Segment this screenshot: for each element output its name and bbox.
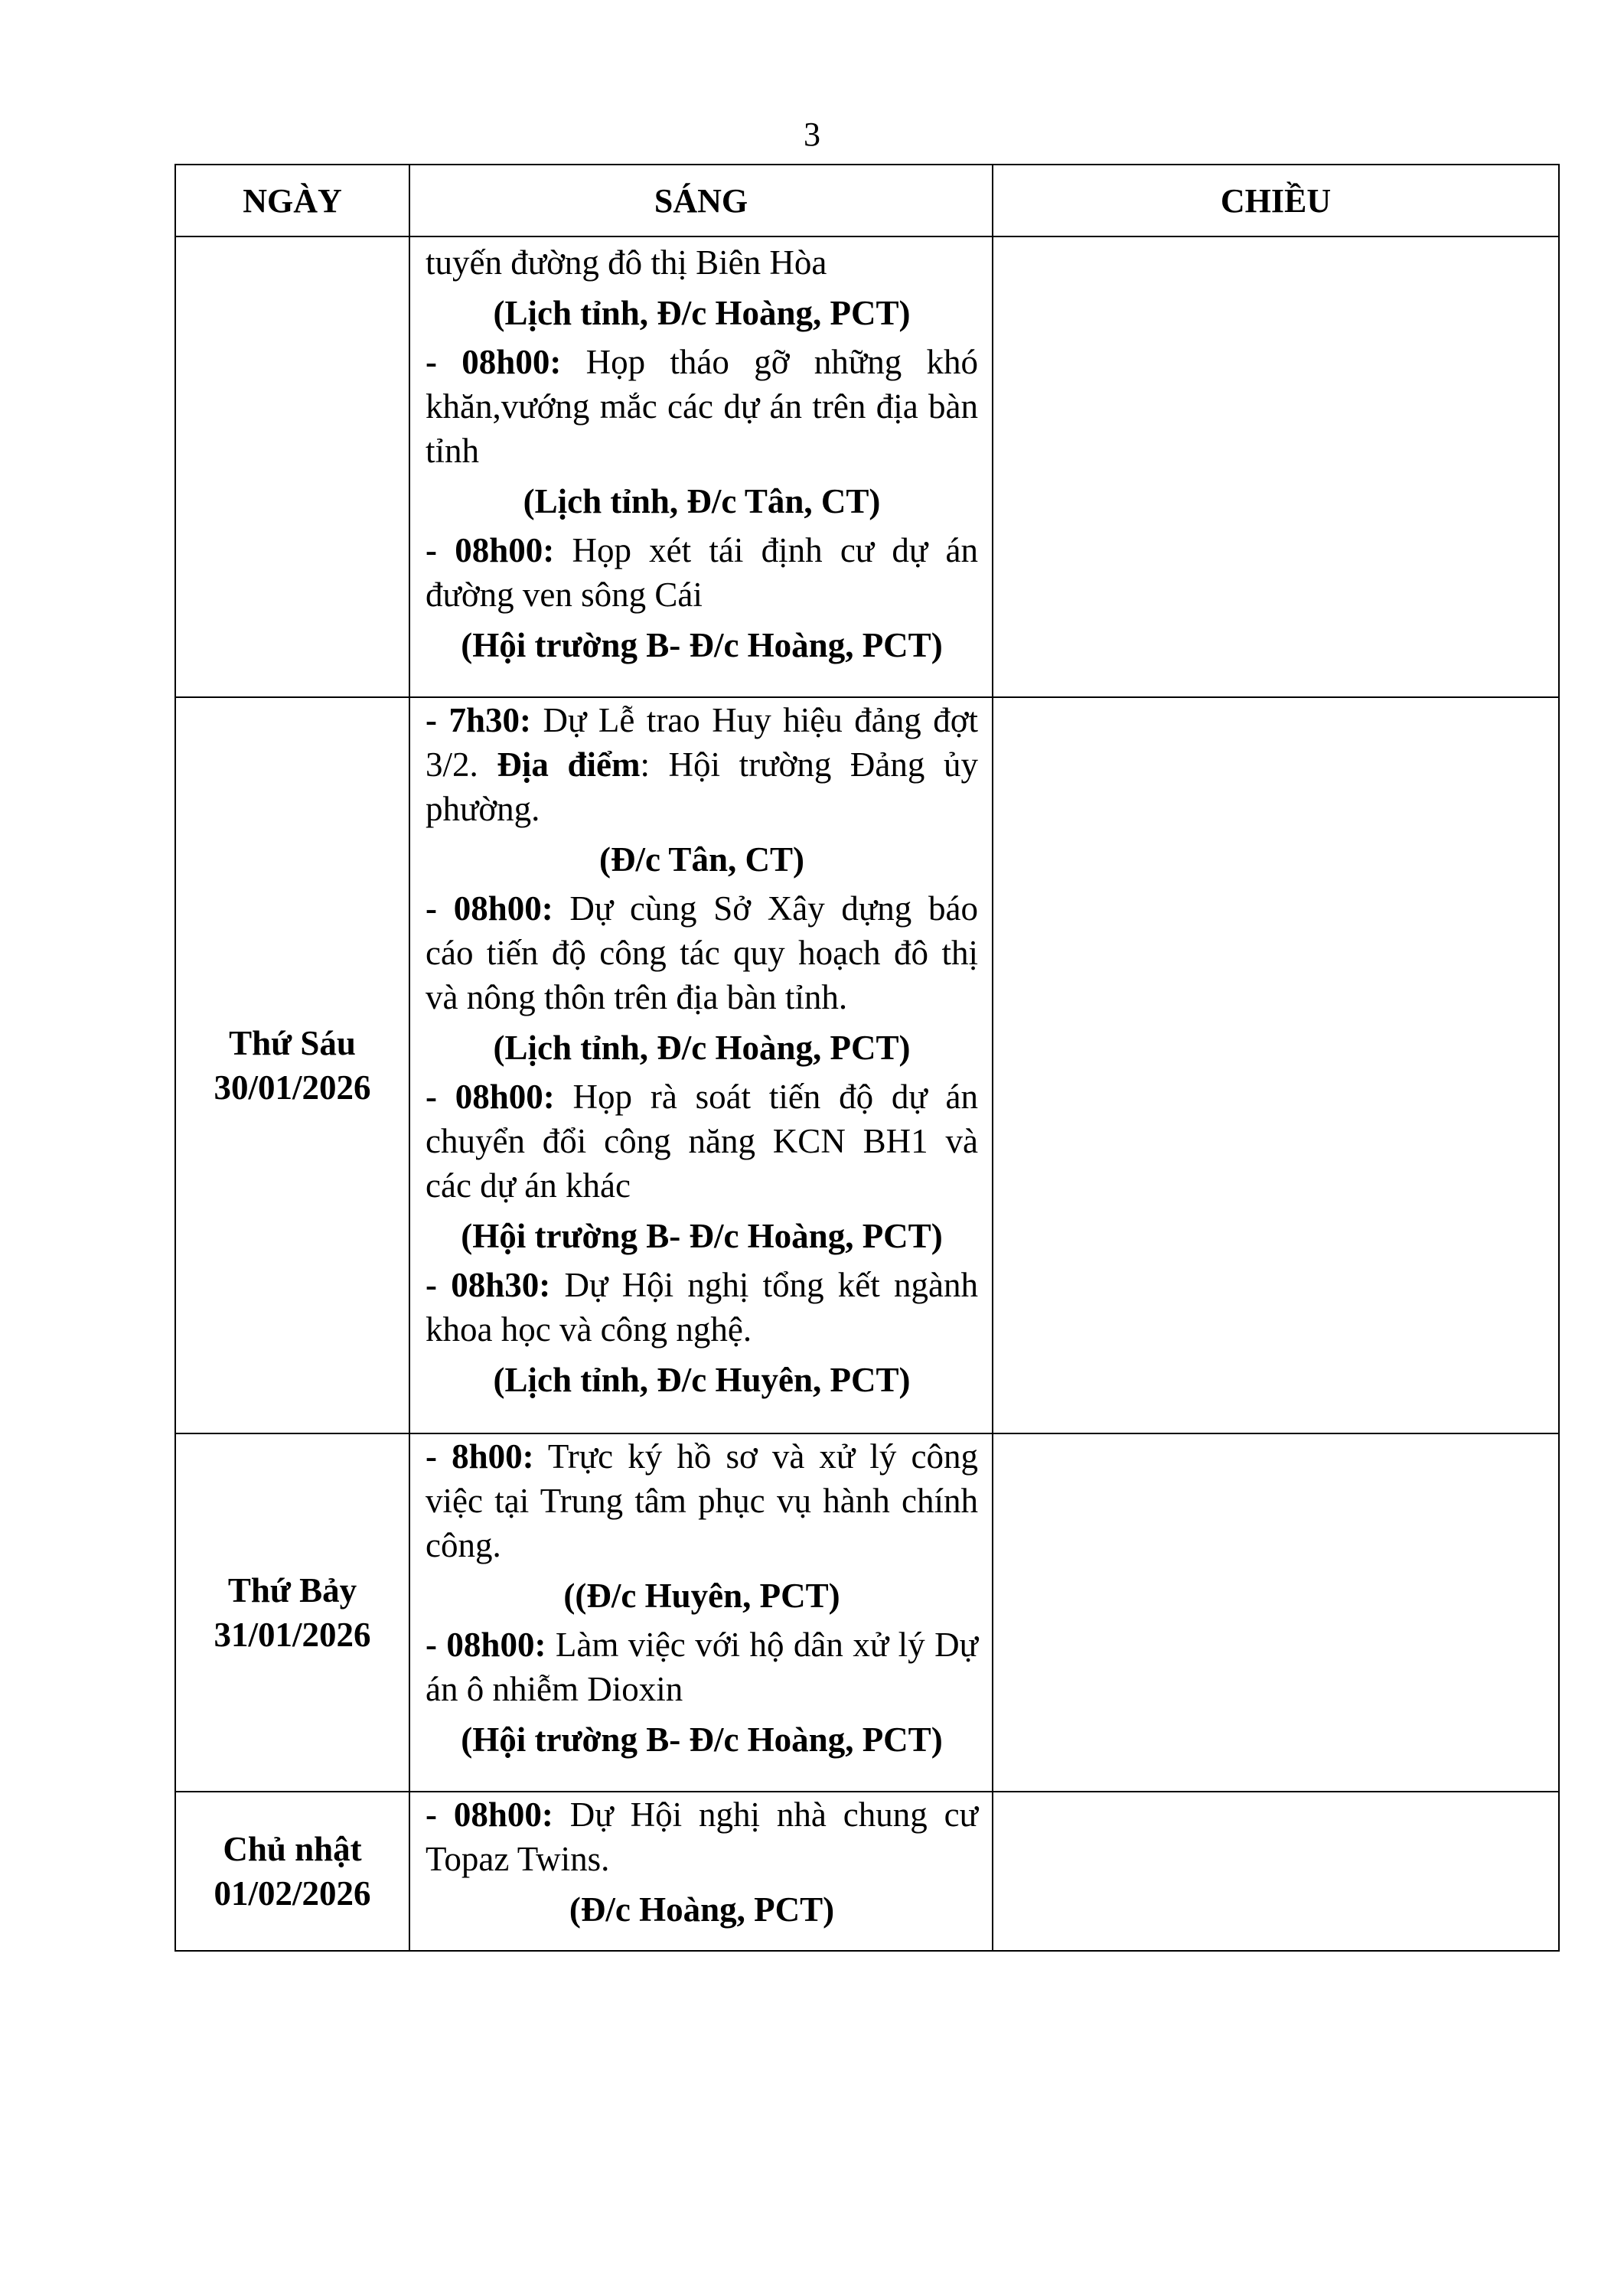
item-text: : Hội trường Đảng ủy phường. xyxy=(426,745,978,828)
header-day: NGÀY xyxy=(175,165,409,236)
item-text: Họp tháo gỡ những khó khăn,vướng mắc các dự án trên địa bàn tỉnh xyxy=(426,343,978,470)
day-date: 30/01/2026 xyxy=(214,1068,371,1107)
afternoon-cell xyxy=(993,1792,1559,1951)
day-name: Thứ Sáu xyxy=(229,1024,356,1062)
attendee-note: ((Đ/c Huyên, PCT) xyxy=(563,1577,840,1615)
item-time: - 08h30: xyxy=(426,1266,551,1304)
schedule-item xyxy=(426,1623,978,1711)
item-time: - 7h30: xyxy=(426,701,531,739)
attendee-note: (Hội trường B- Đ/c Hoàng, PCT) xyxy=(461,1720,943,1759)
item-text: Dự Hội nghị tổng kết ngành khoa học và công nghệ. xyxy=(426,1266,978,1349)
location-label: Địa điểm xyxy=(497,745,641,784)
item-text: tuyến đường đô thị Biên Hòa xyxy=(426,243,827,282)
afternoon-cell xyxy=(993,236,1559,697)
day-name: Thứ Bảy xyxy=(227,1571,357,1609)
schedule-item xyxy=(426,1792,978,1881)
header-afternoon: CHIỀU xyxy=(993,165,1559,236)
attendee-note: (Lịch tỉnh, Đ/c Tân, CT) xyxy=(523,482,881,520)
item-time: - 08h00: xyxy=(426,1078,555,1116)
item-text: Dự Lễ trao Huy hiệu đảng đợt 3/2. xyxy=(426,701,978,784)
table-row xyxy=(175,1792,1559,1951)
schedule-item xyxy=(426,240,978,285)
item-time: - 08h00: xyxy=(426,531,555,569)
afternoon-cell xyxy=(993,697,1559,1433)
item-time: - 08h00: xyxy=(426,1626,546,1664)
item-text: Dự Hội nghị nhà chung cư Topaz Twins. xyxy=(426,1795,979,1878)
morning-cell xyxy=(409,1792,993,1951)
morning-cell xyxy=(409,697,993,1433)
schedule-item xyxy=(426,1263,978,1352)
item-text: Trực ký hồ sơ và xử lý công việc tại Trung tâm phục vụ hành chính công. xyxy=(426,1437,979,1564)
schedule-item xyxy=(426,528,978,617)
item-time: - 8h00: xyxy=(426,1437,534,1476)
table-row xyxy=(175,1433,1559,1792)
schedule-item xyxy=(426,886,978,1019)
afternoon-cell xyxy=(993,1433,1559,1792)
day-cell xyxy=(175,1792,409,1951)
attendee-note: (Đ/c Tân, CT) xyxy=(599,840,804,879)
attendee-note: (Lịch tỉnh, Đ/c Hoàng, PCT) xyxy=(493,1029,911,1067)
attendee-note: (Lịch tỉnh, Đ/c Hoàng, PCT) xyxy=(493,294,911,332)
item-text: Họp rà soát tiến độ dự án chuyển đổi công năng KCN BH1 và các dự án khác xyxy=(426,1078,978,1205)
day-date: 01/02/2026 xyxy=(214,1874,371,1913)
item-text: Làm việc với hộ dân xử lý Dự án ô nhiễm Dioxin xyxy=(426,1626,978,1708)
table-row xyxy=(175,697,1559,1433)
header-morning: SÁNG xyxy=(409,165,993,236)
item-time: - 08h00: xyxy=(426,1795,553,1834)
schedule-item xyxy=(426,340,978,473)
day-cell xyxy=(175,697,409,1433)
item-text: Dự cùng Sở Xây dựng báo cáo tiến độ công tác quy hoạch đô thị và nông thôn trên địa bàn tỉnh. xyxy=(426,889,978,1016)
table-row xyxy=(175,236,1559,697)
attendee-note: (Lịch tỉnh, Đ/c Huyên, PCT) xyxy=(493,1361,911,1399)
schedule-item xyxy=(426,1434,978,1567)
day-cell xyxy=(175,1433,409,1792)
item-time: - 08h00: xyxy=(426,889,553,928)
day-cell xyxy=(175,236,409,697)
schedule-item xyxy=(426,1075,978,1208)
item-text: Họp xét tái định cư dự án đường ven sông Cái xyxy=(426,531,978,614)
schedule-item xyxy=(426,698,978,831)
attendee-note: (Hội trường B- Đ/c Hoàng, PCT) xyxy=(461,626,943,664)
schedule-table xyxy=(174,164,1560,1952)
page-number: 3 xyxy=(804,116,820,153)
header-row xyxy=(175,165,1559,236)
day-date: 31/01/2026 xyxy=(214,1616,371,1654)
morning-cell xyxy=(409,1433,993,1792)
attendee-note: (Đ/c Hoàng, PCT) xyxy=(569,1890,835,1929)
morning-cell xyxy=(409,236,993,697)
item-time: - 08h00: xyxy=(426,343,562,381)
attendee-note: (Hội trường B- Đ/c Hoàng, PCT) xyxy=(461,1217,943,1255)
day-name: Chủ nhật xyxy=(223,1830,362,1868)
